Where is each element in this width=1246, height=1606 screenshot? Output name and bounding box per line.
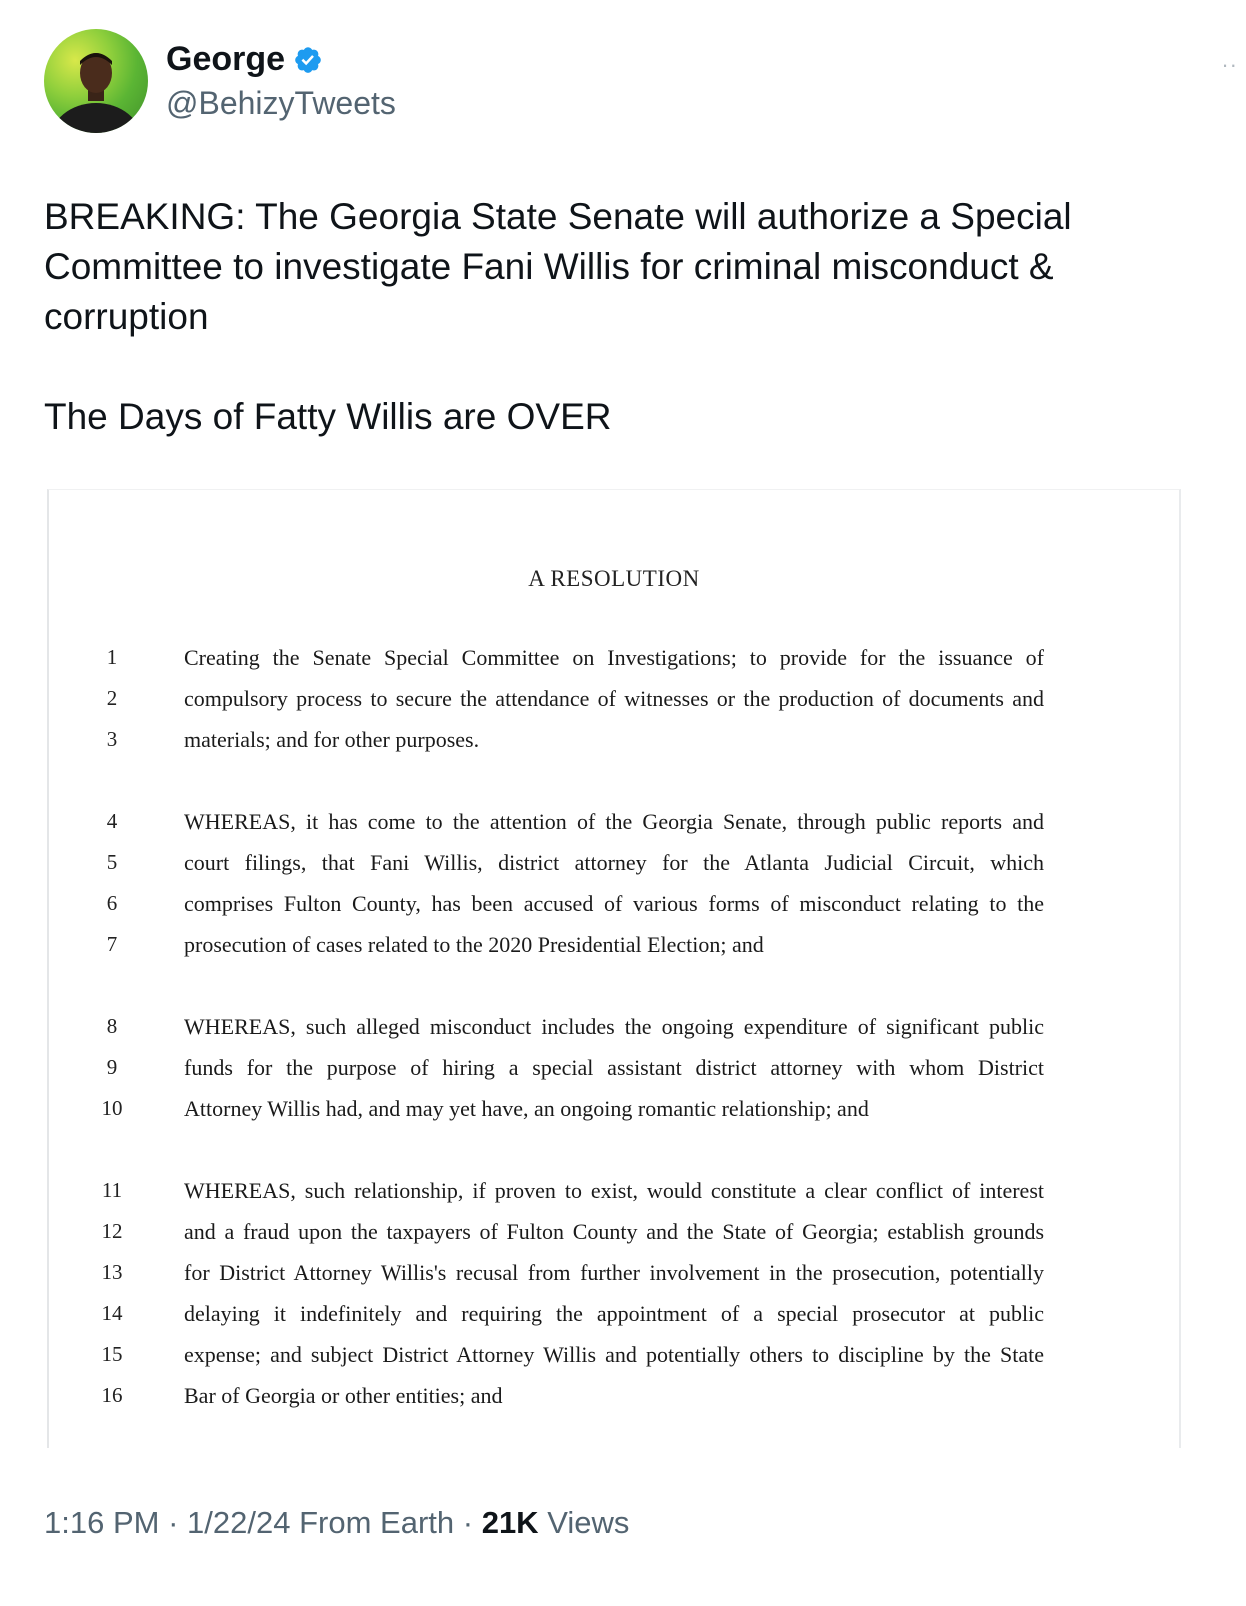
document-line	[49, 1219, 1179, 1260]
line-number: 4	[106, 809, 118, 833]
tweet-paragraph: BREAKING: The Georgia State Senate will authorize a Special Committee to investigate Fani Willis for criminal misconduct & corruption	[44, 196, 1072, 337]
document-line	[49, 1055, 1179, 1096]
document-line	[49, 1342, 1179, 1383]
line-text: Attorney Willis had, and may yet have, an ongoing romantic relationship; and	[184, 1096, 869, 1121]
line-text: and a fraud upon the taxpayers of Fulton County and the State of Georgia; establish grounds	[184, 1219, 1044, 1244]
tweet-time[interactable]: 1:16 PM	[44, 1505, 160, 1540]
document-line	[49, 1260, 1179, 1301]
verified-badge-icon	[293, 45, 323, 75]
line-number: 6	[106, 891, 118, 915]
line-number: 5	[106, 850, 118, 874]
tweet-date[interactable]: 1/22/24	[187, 1505, 291, 1540]
tweet-header	[44, 29, 396, 133]
line-number: 13	[101, 1260, 123, 1284]
line-number: 16	[101, 1383, 123, 1407]
line-text: materials; and for other purposes.	[184, 727, 480, 752]
more-options-icon[interactable]: ··	[1221, 52, 1238, 77]
line-number: 7	[106, 932, 118, 956]
line-number: 12	[101, 1219, 123, 1243]
line-text: Bar of Georgia or other entities; and	[184, 1383, 503, 1408]
tweet-text	[44, 192, 1164, 442]
separator: ·	[462, 1505, 474, 1540]
line-text: WHEREAS, such relationship, if proven to exist, would constitute a clear conflict of interest	[184, 1178, 1044, 1203]
author-name[interactable]: George	[166, 40, 286, 78]
line-number: 10	[101, 1096, 123, 1120]
line-number: 3	[106, 727, 118, 751]
line-number: 2	[106, 686, 118, 710]
line-number: 14	[101, 1301, 123, 1325]
document-line	[49, 1178, 1179, 1219]
line-text: delaying it indefinitely and requiring the appointment of a special prosecutor at public	[184, 1301, 1044, 1326]
person-icon	[44, 29, 148, 133]
document-line	[49, 891, 1179, 932]
line-number: 9	[106, 1055, 118, 1079]
line-text: WHEREAS, it has come to the attention of the Georgia Senate, through public reports and	[184, 809, 1044, 834]
document-line	[49, 727, 1179, 768]
tweet-meta	[44, 1505, 629, 1541]
line-number: 1	[106, 645, 118, 669]
separator: ·	[168, 1505, 179, 1540]
tweet-paragraph: The Days of Fatty Willis are OVER	[44, 396, 612, 437]
author-handle[interactable]: @BehizyTweets	[166, 85, 396, 121]
document-image[interactable]	[47, 489, 1181, 1448]
line-text: WHEREAS, such alleged misconduct includes the ongoing expenditure of significant public	[184, 1014, 1044, 1039]
tweet-source: From Earth	[299, 1505, 455, 1540]
avatar[interactable]	[44, 29, 148, 133]
line-text: comprises Fulton County, has been accused of various forms of misconduct relating to the	[184, 891, 1044, 916]
line-number: 8	[106, 1014, 118, 1038]
document-line	[49, 1383, 1179, 1424]
line-text: for District Attorney Willis's recusal from further involvement in the prosecution, potentially	[184, 1260, 1044, 1285]
line-text: Creating the Senate Special Committee on Investigations; to provide for the issuance of	[184, 645, 1044, 670]
line-number: 11	[101, 1178, 123, 1202]
document-line	[49, 1301, 1179, 1342]
document-line	[49, 1014, 1179, 1055]
line-text: prosecution of cases related to the 2020 Presidential Election; and	[184, 932, 764, 957]
document-line	[49, 850, 1179, 891]
line-text: funds for the purpose of hiring a special assistant district attorney with whom District	[184, 1055, 1044, 1080]
document-title: A RESOLUTION	[528, 566, 700, 591]
line-text: court filings, that Fani Willis, district attorney for the Atlanta Judicial Circuit, which	[184, 850, 1044, 875]
document-line	[49, 686, 1179, 727]
line-number: 15	[101, 1342, 123, 1366]
line-text: expense; and subject District Attorney Willis and potentially others to discipline by the State	[184, 1342, 1044, 1367]
views-label: Views	[547, 1505, 630, 1540]
document-line	[49, 932, 1179, 973]
line-text: compulsory process to secure the attendance of witnesses or the production of documents and	[184, 686, 1044, 711]
document-line	[49, 645, 1179, 686]
views-count: 21K	[481, 1505, 539, 1540]
document-line	[49, 1096, 1179, 1137]
document-line	[49, 809, 1179, 850]
